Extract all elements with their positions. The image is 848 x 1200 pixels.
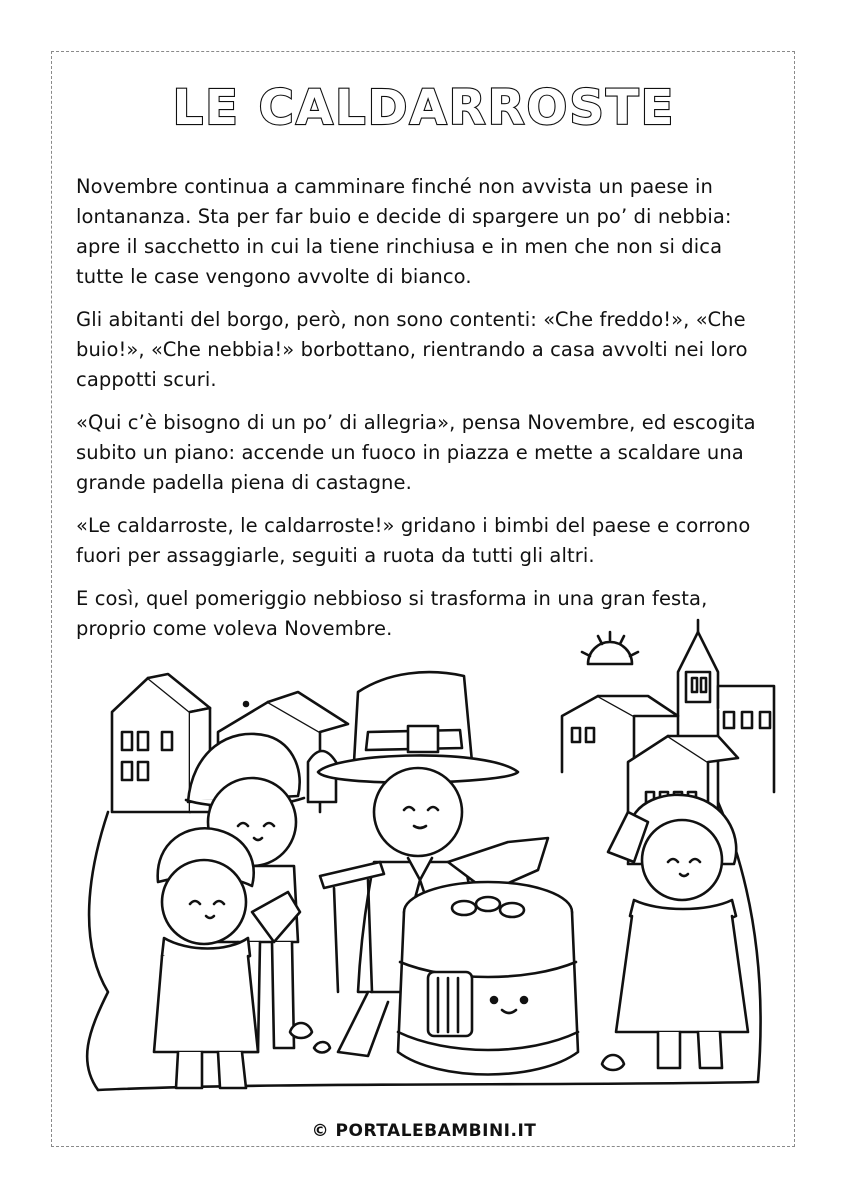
page-title: LE CALDARROSTE	[172, 80, 676, 136]
paragraph-4: «Le caldarroste, le caldarroste!» gridano i bimbi del paese e corrono fuori per assaggiarle, seguiti a ruota da tutti gli altri.	[76, 514, 751, 567]
paragraph-3: «Qui c’è bisogno di un po’ di allegria», pensa Novembre, ed escogita subito un piano: accende un fuoco in piazza e mette a scaldare una grande padella piena di castagne.	[76, 411, 756, 494]
houses-right	[562, 620, 774, 822]
roasting-drum	[398, 882, 578, 1075]
paragraph-5: E così, quel pomeriggio nebbioso si trasforma in una gran festa, proprio come voleva Novembre.	[76, 587, 708, 640]
copyright-notice: © PORTALEBAMBINI.IT	[311, 1121, 537, 1141]
coloring-illustration	[68, 612, 784, 1104]
kid-right-girl	[608, 795, 748, 1068]
story-text	[76, 172, 776, 657]
paragraph-1: Novembre continua a camminare finché non avvista un paese in lontananza. Sta per far buio e decide di spargere un po’ di nebbia: apre il sacchetto in cui la tiene rinchiusa e in men che non si dica tutte le case vengono avvolte di bianco.	[76, 175, 732, 288]
paragraph-2: Gli abitanti del borgo, però, non sono contenti: «Che freddo!», «Che buio!», «Che nebbia!» borbottano, rientrando a casa avvolti nei loro cappotti scuri.	[76, 308, 748, 391]
